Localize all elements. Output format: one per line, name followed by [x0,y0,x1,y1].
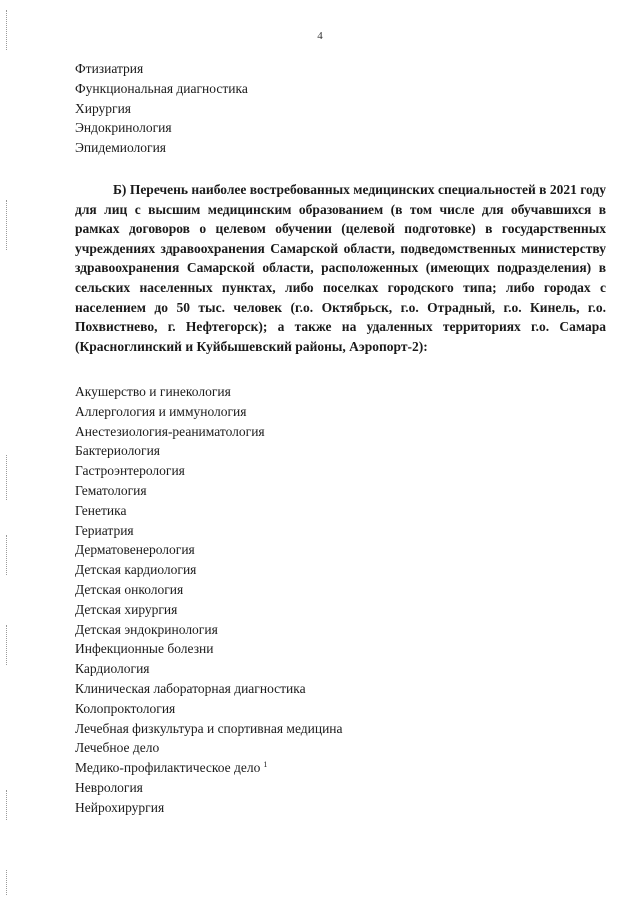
list-item: Нейрохирургия [75,799,165,815]
list-item: Инфекционные болезни [75,641,214,657]
list-item: Гематология [75,482,147,498]
list-item: Эндокринология [75,120,172,136]
list-item: Неврология [75,779,143,795]
list-item: Лечебное дело [75,740,160,756]
list-item: Хирургия [75,100,132,116]
specialty-list-continued [75,59,595,158]
list-item: Детская онкология [75,581,184,597]
list-item: Гастроэнтерология [75,463,185,479]
scan-margin-marks [6,0,10,905]
list-item: Генетика [75,502,127,518]
list-item: Фтизиатрия [75,61,144,76]
list-item: Детская хирургия [75,601,178,617]
list-item: Функциональная диагностика [75,80,248,96]
specialty-list-b [75,382,595,818]
list-item: Дерматовенерология [75,542,195,558]
list-item: Бактериология [75,443,161,459]
list-item [75,758,595,778]
page-number: 4 [317,30,323,42]
list-item: Колопроктология [75,700,176,716]
list-item: Лечебная физкультура и спортивная медицина [75,720,343,736]
list-item: Акушерство и гинекология [75,384,231,399]
list-item: Анестезиология-реаниматология [75,423,265,439]
list-item: Эпидемиология [75,140,167,156]
list-item: Аллергология и иммунология [75,403,247,419]
list-item: Детская эндокринология [75,621,218,637]
list-item: Детская кардиология [75,562,197,578]
list-item: Кардиология [75,661,150,677]
section-heading-b: Б) Перечень наиболее востребованных медицинских специальностей в 2021 году для лиц с высшим медицинским образованием (в том числе для обучавшихся в рамках договоров о целевом обучении (целевой подготовке) в государственных учреждениях здравоохранения Самарской области, подведомственных министерству здравоохранения Самарской области, расположенных (имеющих подразделения) в сельских населенных пунктах, либо поселках городского типа; либо городах с населением до 50 тыс. человек (г.о. Октябрьск, г.о. Отрадный, г.о. Кинель, г.о. Похвистнево, г. Нефтегорск); а также на удаленных территориях г.о. Самара (Красноглинский и Куйбышевский районы, Аэропорт-2): [75,182,606,354]
list-item: Гериатрия [75,522,134,538]
list-item: Клиническая лабораторная диагностика [75,680,306,696]
list-item-text: Медико-профилактическое дело [75,760,261,776]
footnote-marker: 1 [263,759,268,769]
